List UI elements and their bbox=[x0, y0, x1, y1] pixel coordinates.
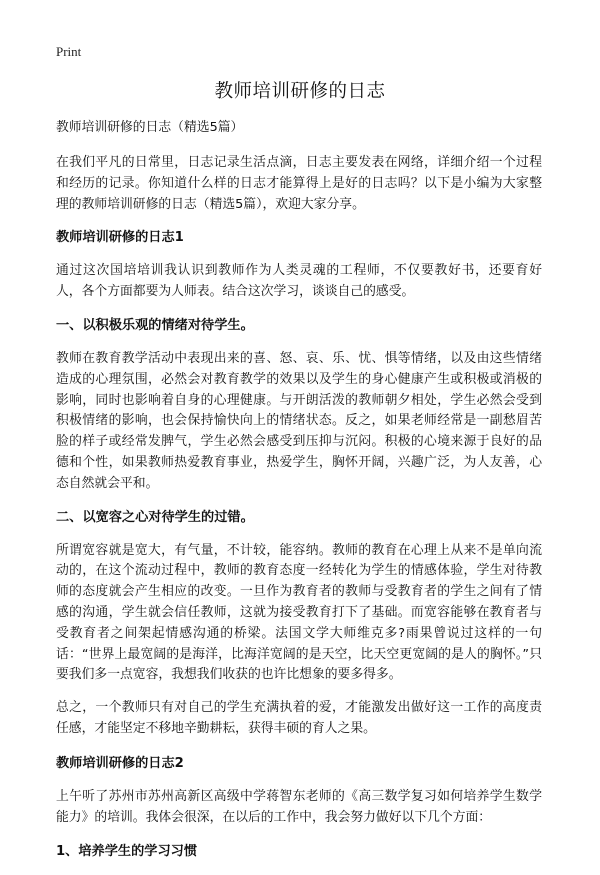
section2-heading-1: 1、培养学生的学习习惯 bbox=[56, 844, 198, 860]
intro-paragraph: 在我们平凡的日常里，日志记录生活点滴，日志主要发表在网络，详细介绍一个过程和经历的记录。你知道什么样的日志才能算得上是好的日志吗？以下是小编为大家整理的教师培训研修的日志（精选5篇），欢迎大家分享。 bbox=[56, 155, 542, 212]
document-subtitle: 教师培训研修的日志（精选5篇） bbox=[56, 120, 244, 135]
section1-paragraph-1: 通过这次国培培训我认识到教师作为人类灵魂的工程师，不仅要教好书，还要育好人，各个方面都要为人师表。结合这次学习，谈谈自己的感受。 bbox=[56, 263, 542, 300]
document-body bbox=[56, 117, 542, 875]
section2-title: 教师培训研修的日志2 bbox=[56, 755, 184, 771]
section1-paragraph-2: 教师在教育教学活动中表现出来的喜、怒、哀、乐、忧、惧等情绪，以及由这些情绪造成的心理氛围，必然会对教育教学的效果以及学生的身心健康产生或积极或消极的影响，同时也影响着自身的心理健康。与开朗活泼的教师朝夕相处，学生必然会受到积极情绪的影响，也会保持愉快向上的情绪状态。反之，如果老师经常是一副愁眉苦脸的样子或经常发脾气，学生必然会感受到压抑与沉闷。积极的心境来源于良好的品德和个性，如果教师热爱教育事业，热爱学生，胸怀开阔，兴趣广泛，为人友善，心态自然就会平和。 bbox=[56, 350, 542, 491]
section1-paragraph-3: 所谓宽容就是宽大，有气量，不计较，能容纳。教师的教育在心理上从来不是单向流动的，在这个流动过程中，教师的教育态度一经转化为学生的情感体验，学生对待教师的态度就会产生相应的改变。一旦作为教育者的教师与受教育者的学生之间有了情感的沟通，学生就会信任教师，这就为接受教育打下了基础。而宽容能够在教育者与受教育者之间架起情感沟通的桥梁。法国文学大师维克多?雨果曾说过这样的一句话：“世界上最宽阔的是海洋，比海洋宽阔的是天空，比天空更宽阔的是人的胸怀。”只要我们多一点宽容，我想我们收获的也许比想象的要多得多。 bbox=[56, 542, 542, 683]
section2-paragraph-1: 上午听了苏州市苏州高新区高级中学蒋智东老师的《高三数学复习如何培养学生数学能力》的培训。我体会很深，在以后的工作中，我会努力做好以下几个方面： bbox=[56, 788, 542, 825]
section1-title: 教师培训研修的日志1 bbox=[56, 230, 184, 246]
section1-heading-2: 二、以宽容之心对待学生的过错。 bbox=[56, 509, 254, 525]
section1-paragraph-4: 总之，一个教师只有对自己的学生充满执着的爱，才能激发出做好这一工作的高度责任感，才能坚定不移地辛勤耕耘，获得丰硕的育人之果。 bbox=[56, 700, 542, 736]
section1-heading-1: 一、以积极乐观的情绪对待学生。 bbox=[56, 317, 254, 333]
page-title: 教师培训研修的日志 bbox=[214, 81, 386, 102]
print-link[interactable]: Print bbox=[56, 44, 82, 59]
